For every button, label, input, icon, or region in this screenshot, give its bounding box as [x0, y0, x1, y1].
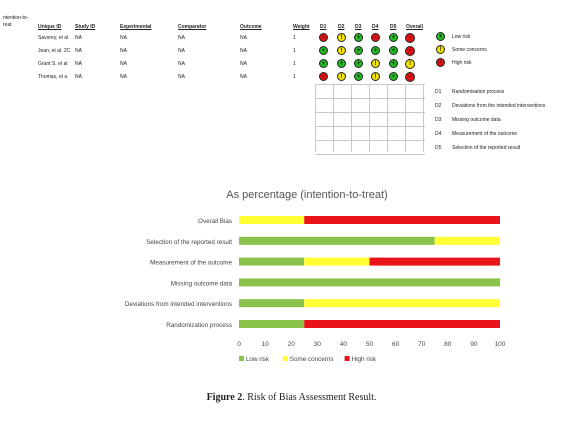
- x-tick-label: 100: [494, 341, 506, 348]
- figure-caption-label: Figure 2: [206, 392, 243, 403]
- column-header: D4: [372, 24, 379, 30]
- table-cell-comparator: NA: [178, 61, 185, 67]
- bar-segment-low-risk: [239, 278, 500, 286]
- column-header: D2: [338, 24, 345, 30]
- figure-caption-text: . Risk of Bias Assessment Result.: [242, 392, 377, 403]
- legend-label-high: High risk: [452, 60, 472, 66]
- category-label: Randomization process: [166, 322, 232, 329]
- grid-line: [387, 84, 388, 152]
- legend-label-low: Low risk: [452, 34, 471, 40]
- risk-dot-some: !: [337, 33, 346, 42]
- legend-swatch-some-concerns: [283, 356, 288, 361]
- category-label: Measurement of the outcome: [150, 259, 232, 267]
- column-header: Overall: [406, 24, 423, 30]
- domain-label: Deviations from the intended interventions: [452, 103, 546, 109]
- column-header: Outcome: [240, 24, 262, 30]
- table-cell-study-id: NA: [75, 74, 82, 80]
- table-cell-unique-id: Jean, et al. 2C: [38, 48, 71, 54]
- risk-dot-high: -: [405, 46, 415, 56]
- column-header: Unique ID: [38, 24, 62, 30]
- bar-segment-low-risk: [239, 320, 304, 328]
- grid-line: [369, 84, 370, 152]
- x-tick-label: 80: [444, 341, 452, 348]
- x-tick-label: 40: [339, 341, 348, 348]
- x-tick-label: 50: [365, 341, 374, 348]
- category-label: Selection of the reported result: [146, 238, 232, 246]
- table-cell-unique-id: Grant S, et al: [38, 61, 68, 67]
- risk-dot-low: +: [319, 59, 328, 68]
- risk-dot-some: !: [337, 72, 346, 81]
- domain-code: D2: [435, 103, 442, 109]
- bar-segment-low-risk: [239, 258, 304, 266]
- column-header: D1: [320, 24, 327, 30]
- risk-dot-some: !: [371, 59, 380, 68]
- risk-dot-low: +: [389, 46, 398, 55]
- domain-label: Measurement of the outcome: [452, 131, 518, 137]
- legend-swatch-high-risk: [345, 356, 350, 361]
- table-cell-study-id: NA: [75, 35, 82, 41]
- table-cell-experimental: NA: [120, 74, 127, 80]
- table-cell-study-id: NA: [75, 61, 82, 67]
- category-label: Overall Bias: [198, 218, 232, 225]
- table-cell-comparator: NA: [178, 74, 185, 80]
- x-tick-label: 60: [391, 341, 400, 348]
- table-cell-experimental: NA: [120, 48, 127, 54]
- table-cell-weight: 1: [293, 35, 296, 41]
- table-cell-experimental: NA: [120, 61, 127, 67]
- risk-of-bias-bar-chart: [0, 180, 583, 380]
- x-tick-label: 10: [261, 341, 269, 348]
- legend-label-some: Some concerns: [452, 47, 487, 53]
- grid-line: [315, 126, 425, 127]
- category-label: Deviations from intended interventions: [124, 301, 232, 309]
- column-header: Comparator: [178, 24, 207, 30]
- category-label: Missing outcome data: [170, 280, 232, 288]
- table-cell-weight: 1: [293, 48, 296, 54]
- grid-line: [315, 140, 425, 141]
- legend-label: Some concerns: [289, 356, 334, 363]
- grid-line: [315, 112, 425, 113]
- legend-dot-high: -: [436, 58, 445, 67]
- table-cell-outcome: NA: [240, 74, 247, 80]
- domain-code: D1: [435, 89, 442, 95]
- risk-dot-some: !: [371, 72, 380, 81]
- bar-segment-high-risk: [304, 320, 500, 328]
- legend-dot-some: !: [436, 45, 445, 54]
- legend-dot-low: +: [436, 32, 445, 41]
- risk-dot-low: +: [389, 59, 398, 68]
- risk-dot-high: -: [319, 33, 328, 42]
- risk-dot-low: +: [354, 46, 363, 55]
- risk-dot-low: +: [371, 46, 380, 55]
- bar-segment-some-concerns: [304, 299, 500, 307]
- column-header: Experimental: [120, 24, 152, 30]
- risk-dot-low: +: [354, 33, 363, 42]
- grid-line: [423, 84, 424, 152]
- grid-line: [351, 84, 352, 152]
- risk-dot-low: +: [337, 59, 346, 68]
- corner-label: reat: [3, 22, 12, 28]
- grid-line: [405, 84, 406, 152]
- bar-segment-low-risk: [239, 299, 304, 307]
- risk-dot-some: !: [337, 46, 346, 55]
- bar-segment-some-concerns: [435, 237, 500, 245]
- bar-segment-low-risk: [239, 237, 435, 245]
- column-header: Weight: [293, 24, 310, 30]
- corner-label: ntention-to-: [3, 15, 29, 21]
- table-cell-weight: 1: [293, 74, 296, 80]
- grid-line: [315, 98, 425, 99]
- risk-dot-high: -: [405, 33, 415, 43]
- grid-line: [315, 84, 425, 85]
- x-tick-label: 90: [470, 341, 478, 348]
- table-cell-comparator: NA: [178, 35, 185, 41]
- risk-dot-low: +: [354, 59, 363, 68]
- domain-label: Missing outcome data: [452, 117, 501, 123]
- risk-dot-low: +: [389, 33, 398, 42]
- risk-dot-low: +: [319, 46, 328, 55]
- domain-code: D4: [435, 131, 442, 137]
- bar-segment-some-concerns: [304, 258, 369, 266]
- domain-label: Randomisation process: [452, 89, 505, 95]
- legend-label: Low risk: [246, 356, 270, 363]
- grid-line: [315, 84, 316, 152]
- x-tick-label: 70: [418, 341, 426, 348]
- table-cell-outcome: NA: [240, 35, 247, 41]
- table-cell-outcome: NA: [240, 48, 247, 54]
- figure-caption: [0, 392, 583, 403]
- grid-line: [315, 154, 425, 155]
- domain-label: Selection of the reported result: [452, 145, 521, 151]
- table-cell-comparator: NA: [178, 48, 185, 54]
- domain-code: D5: [435, 145, 442, 151]
- table-cell-study-id: NA: [75, 48, 82, 54]
- legend-swatch-low-risk: [239, 356, 244, 361]
- table-cell-unique-id: Savorey, et al: [38, 35, 69, 41]
- risk-dot-high: -: [319, 72, 328, 81]
- x-tick-label: 30: [313, 341, 321, 348]
- bar-segment-high-risk: [304, 216, 500, 224]
- risk-dot-high: -: [371, 33, 380, 42]
- table-cell-weight: 1: [293, 61, 296, 67]
- risk-dot-low: +: [389, 72, 398, 81]
- column-header: D5: [390, 24, 397, 30]
- bar-segment-high-risk: [370, 258, 501, 266]
- table-cell-experimental: NA: [120, 35, 127, 41]
- table-cell-outcome: NA: [240, 61, 247, 67]
- risk-dot-some: !: [405, 59, 415, 69]
- x-tick-label: 0: [237, 341, 241, 348]
- table-cell-unique-id: Thomas, et a: [38, 74, 68, 80]
- domain-code: D3: [435, 117, 442, 123]
- column-header: Study ID: [75, 24, 96, 30]
- column-header: D3: [355, 24, 362, 30]
- bar-segment-some-concerns: [239, 216, 304, 224]
- legend-label: High risk: [351, 356, 377, 363]
- x-tick-label: 20: [287, 341, 295, 348]
- chart-title: As percentage (intention-to-treat): [226, 189, 388, 201]
- risk-dot-high: -: [405, 72, 415, 82]
- grid-line: [333, 84, 334, 152]
- risk-dot-low: +: [354, 72, 363, 81]
